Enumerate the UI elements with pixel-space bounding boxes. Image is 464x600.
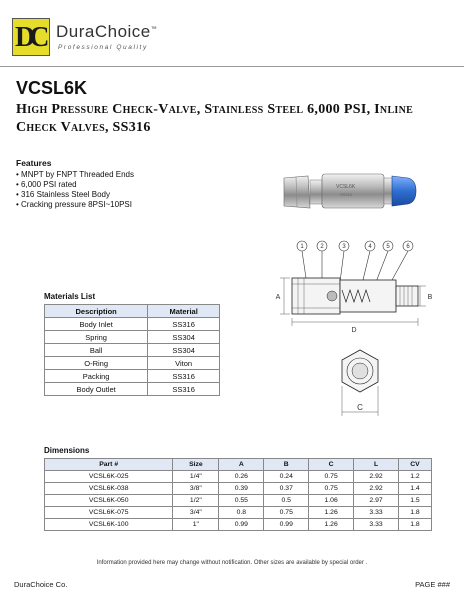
dimensions-cell: VCSL6K-050 (45, 495, 173, 507)
footer-page: PAGE ### (415, 580, 450, 589)
title-block (16, 78, 456, 137)
product-subtitle: High Pressure Check-Valve, Stainless Steel 6,000 PSI, Inline Check Valves, SS316 (16, 102, 414, 135)
dimensions-cell: 0.5 (264, 495, 309, 507)
dimensions-cell: 1.5 (398, 495, 431, 507)
svg-text:SS316: SS316 (340, 192, 353, 197)
dimensions-cell: 3/8" (173, 483, 219, 495)
column-header: L (354, 459, 399, 471)
column-header: Description (45, 305, 148, 318)
materials-cell: Packing (45, 370, 148, 383)
footer-company: DuraChoice Co. (14, 580, 68, 589)
callout-4: 4 (368, 244, 372, 250)
product-model: VCSL6K (16, 78, 88, 98)
table-row (45, 344, 220, 357)
materials-header-row (45, 305, 220, 318)
dimensions-cell: 1.8 (398, 519, 431, 531)
dimensions-cell: 0.26 (219, 471, 264, 483)
dimensions-table (44, 458, 432, 531)
materials-cell: Viton (148, 357, 220, 370)
dimensions-cell: 3/4" (173, 507, 219, 519)
dimensions-cell: 1.8 (398, 507, 431, 519)
dimensions-cell: VCSL6K-075 (45, 507, 173, 519)
dimensions-heading: Dimensions (44, 446, 90, 455)
dimensions-cell: 0.99 (264, 519, 309, 531)
logo-icon (12, 18, 50, 56)
dimensions-cell: 1.2 (398, 471, 431, 483)
materials-cell: SS316 (148, 370, 220, 383)
materials-body (45, 318, 220, 396)
table-row (45, 507, 432, 519)
header-divider (0, 66, 464, 67)
callout-1: 1 (300, 244, 304, 250)
dimensions-cell: 0.75 (264, 507, 309, 519)
svg-text:VCSL6K: VCSL6K (336, 184, 356, 190)
column-header: Part # (45, 459, 173, 471)
feature-item: • Cracking pressure 8PSI~10PSI (16, 200, 236, 210)
feature-item: • MNPT by FNPT Threaded Ends (16, 170, 236, 180)
table-row (45, 357, 220, 370)
dimensions-cell: 0.55 (219, 495, 264, 507)
materials-cell: Body Outlet (45, 383, 148, 396)
feature-item: • 316 Stainless Steel Body (16, 190, 236, 200)
dimensions-cell: 0.8 (219, 507, 264, 519)
brand-tagline: Professional Quality (58, 44, 148, 51)
dimensions-cell: 0.75 (309, 471, 354, 483)
dimensions-header-row (45, 459, 432, 471)
table-row (45, 483, 432, 495)
dimensions-cell: 0.37 (264, 483, 309, 495)
dimensions-cell: 2.97 (354, 495, 399, 507)
features-list (16, 170, 236, 210)
dimensions-cell: 0.24 (264, 471, 309, 483)
dimensions-cell: 1.4 (398, 483, 431, 495)
dimensions-cell: 0.99 (219, 519, 264, 531)
column-header: Material (148, 305, 220, 318)
dimensions-cell: 3.33 (354, 519, 399, 531)
product-photo-icon (280, 168, 420, 218)
features-heading: Features (16, 158, 52, 168)
dimensions-section (44, 446, 432, 531)
table-row (45, 495, 432, 507)
dim-label-c: C (357, 403, 363, 412)
dimensions-cell: 1.06 (309, 495, 354, 507)
valve-diagram (270, 238, 450, 428)
materials-cell: Spring (45, 331, 148, 344)
dimensions-cell: 1" (173, 519, 219, 531)
feature-item: • 6,000 PSI rated (16, 180, 236, 190)
table-row (45, 519, 432, 531)
features-section (16, 158, 236, 210)
logo-monogram: DC (15, 22, 44, 53)
materials-cell: SS316 (148, 383, 220, 396)
column-header: B (264, 459, 309, 471)
brand-header (12, 18, 162, 58)
callout-5: 5 (386, 244, 390, 250)
callout-3: 3 (342, 244, 346, 250)
table-row (45, 471, 432, 483)
materials-cell: SS304 (148, 344, 220, 357)
materials-cell: SS304 (148, 331, 220, 344)
column-header: Size (173, 459, 219, 471)
materials-section (44, 292, 220, 396)
dimensions-body (45, 471, 432, 531)
table-row (45, 370, 220, 383)
dim-label-d: D (351, 327, 357, 334)
dimensions-cell: 0.39 (219, 483, 264, 495)
table-row (45, 318, 220, 331)
dimensions-cell: 1.26 (309, 519, 354, 531)
dimensions-cell: VCSL6K-100 (45, 519, 173, 531)
dimensions-cell: 1/4" (173, 471, 219, 483)
column-header: A (219, 459, 264, 471)
materials-table (44, 304, 220, 396)
dim-label-b: B (427, 294, 433, 301)
dimensions-cell: VCSL6K-025 (45, 471, 173, 483)
callout-6: 6 (406, 244, 410, 250)
table-row (45, 383, 220, 396)
materials-heading: Materials List (44, 292, 96, 301)
column-header: C (309, 459, 354, 471)
dimensions-cell: 0.75 (309, 483, 354, 495)
materials-cell: Ball (45, 344, 148, 357)
dimensions-cell: 3.33 (354, 507, 399, 519)
dimensions-cell: 1/2" (173, 495, 219, 507)
callout-2: 2 (320, 244, 324, 250)
column-header: CV (398, 459, 431, 471)
dimensions-cell: 1.26 (309, 507, 354, 519)
dim-label-a: A (275, 294, 281, 301)
disclaimer: Information provided here may change without notification. Other sizes are available by special order . (96, 560, 368, 566)
dimensions-cell: 2.92 (354, 471, 399, 483)
dimensions-cell: 2.92 (354, 483, 399, 495)
brand-name: DuraChoice™ (56, 22, 158, 41)
dimensions-cell: VCSL6K-038 (45, 483, 173, 495)
materials-cell: Body Inlet (45, 318, 148, 331)
materials-cell: SS316 (148, 318, 220, 331)
table-row (45, 331, 220, 344)
materials-cell: O-Ring (45, 357, 148, 370)
